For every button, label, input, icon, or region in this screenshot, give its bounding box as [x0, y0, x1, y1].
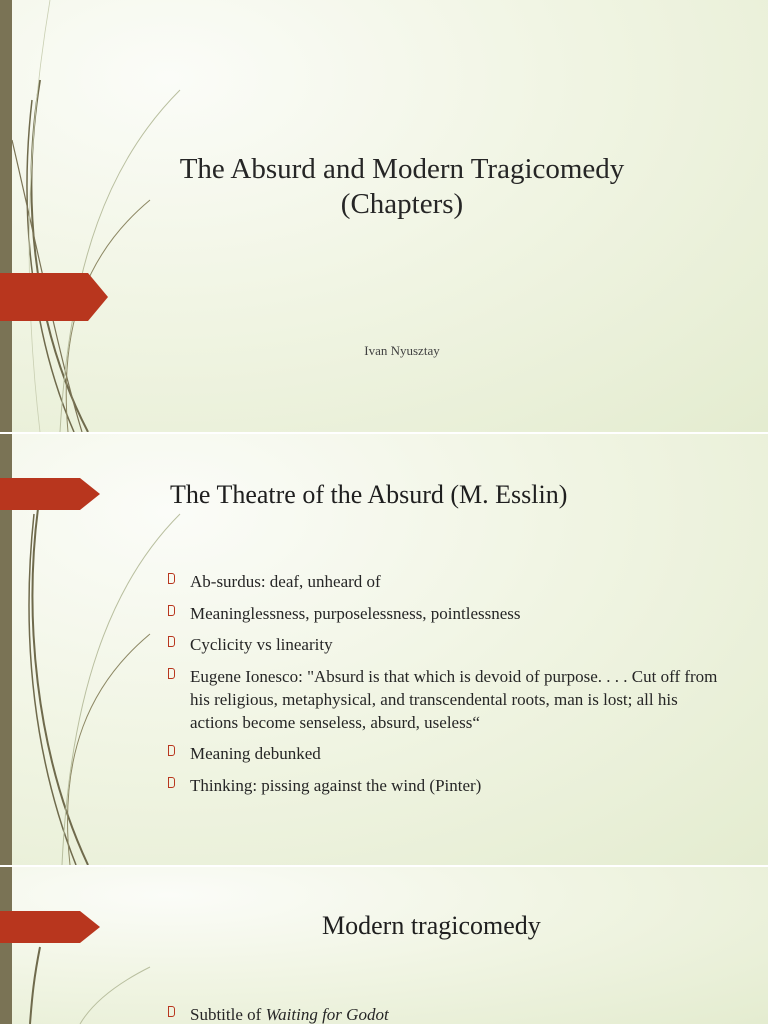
- accent-tab: [0, 911, 100, 943]
- decorative-curves: [0, 867, 200, 1024]
- bullet-marker-icon: [168, 1006, 175, 1017]
- slide-heading: Modern tragicomedy: [322, 911, 541, 940]
- list-item: [166, 602, 726, 625]
- bullet-text: Cyclicity vs linearity: [190, 635, 333, 654]
- bullet-text: Meaning debunked: [190, 744, 321, 763]
- accent-tab: [0, 478, 100, 510]
- bullet-marker-icon: [168, 777, 175, 788]
- bullet-list: [166, 570, 726, 805]
- bullet-marker-icon: [168, 636, 175, 647]
- author-name: Ivan Nyusztay: [364, 343, 440, 358]
- bullet-list: [166, 1003, 726, 1024]
- bullet-marker-icon: [168, 573, 175, 584]
- title-line-2: (Chapters): [340, 188, 464, 220]
- bullet-marker-icon: [168, 605, 175, 616]
- slide-side-bar: [0, 867, 12, 1024]
- list-item: [166, 774, 726, 797]
- bullet-text: Eugene Ionesco: "Absurd is that which is devoid of purpose. . . . Cut off from his religious, metaphysical, and transcendental roots, man is lost; all his actions become senseless, absurd, useless“: [190, 666, 718, 732]
- presentation-title: [140, 152, 664, 222]
- bullet-text: Meaninglessness, purposelessness, pointlessness: [190, 603, 521, 623]
- title-line-1: The Absurd and Modern Tragicomedy: [179, 153, 625, 185]
- list-item: [166, 742, 726, 765]
- slide-theatre-of-absurd: [0, 434, 768, 865]
- accent-tab: [0, 273, 108, 321]
- list-item: [166, 570, 726, 593]
- bullet-text-prefix: Subtitle of: [190, 1005, 266, 1024]
- bullet-marker-icon: [168, 668, 175, 679]
- bullet-text: Ab-surdus: deaf, unheard of: [190, 572, 381, 591]
- slide-title: [0, 0, 768, 432]
- slide-modern-tragicomedy: [0, 867, 768, 1024]
- bullet-text: Thinking: pissing against the wind (Pinter): [190, 775, 482, 795]
- bullet-marker-icon: [168, 745, 175, 756]
- slide-side-bar: [0, 0, 12, 432]
- list-item: [166, 1003, 726, 1024]
- list-item: [166, 665, 726, 734]
- bullet-text-emphasis: Waiting for Godot: [265, 1005, 389, 1024]
- list-item: [166, 633, 726, 656]
- slide-heading: The Theatre of the Absurd (M. Esslin): [170, 480, 568, 509]
